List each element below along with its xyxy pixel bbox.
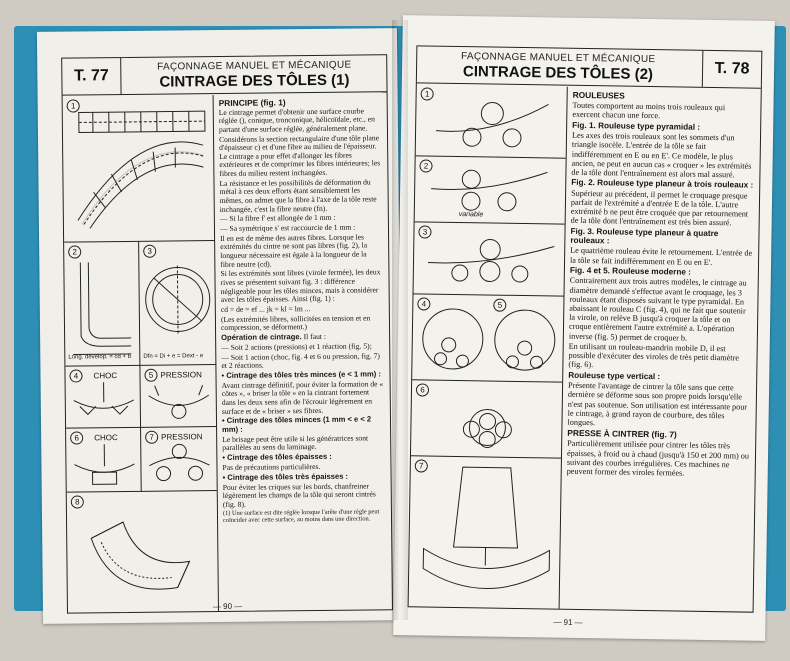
fig-4-number: 4 <box>417 297 430 310</box>
fig-4-number: 4 <box>69 369 82 382</box>
principle-heading: PRINCIPE (fig. 1) <box>218 97 286 109</box>
fig-3-caption: Dfn = Di + e = Dext - e <box>143 353 204 360</box>
fig-5-number: 5 <box>493 299 506 312</box>
thin2-body: Le brisage peut être utile si les génératrices sont parallèles au sens du laminage. <box>222 433 369 453</box>
left-page-number: — 90 — <box>212 601 243 612</box>
left-figure-column <box>63 95 219 613</box>
fig-3-diagram <box>139 241 215 366</box>
right-kicker: FAÇONNAGE MANUEL ET MÉCANIQUE <box>461 51 656 66</box>
principle-paragraph: Considérons la section rectangulaire d'une tôle plane d'épaisseur c) et d'une fibre au milieu de l'épaisseur. Le cintrage a pour effet d'allonger les fibres extérieures et de comprimer les fibres intérieures; les fibres du milieu restent inchangées. <box>218 132 381 178</box>
thick-body: Pas de précautions particulières. <box>222 461 321 472</box>
fig-7-number: 7 <box>145 431 158 444</box>
fig-6-diagram <box>66 428 142 493</box>
fig-1-panel <box>416 84 567 158</box>
fig-45-rollers <box>412 294 563 382</box>
fig-3-panel <box>139 241 215 366</box>
principle-paragraph: Le cintrage permet d'obtenir une surface courbe réglée (), conique, tronconique, hélicoïdale, etc., en partant d'une surface réglée, généralement plane. <box>218 106 375 134</box>
left-title: CINTRAGE DES TÔLES (1) <box>159 71 350 91</box>
fig-1-panel <box>63 95 215 243</box>
fig-2-number: 2 <box>419 159 432 172</box>
fig-3-number: 3 <box>143 245 156 258</box>
right-title: CINTRAGE DES TÔLES (2) <box>462 63 654 84</box>
fig-3-number: 3 <box>418 225 431 238</box>
right-page-number: — 91 — <box>553 617 583 628</box>
operation-heading: Opération de cintrage. <box>221 332 302 343</box>
left-page-frame <box>61 54 393 613</box>
fig2-body: Supérieur au précédent, il permet le croquage presque parfait de l'extrémité a d'entrée E de la tôle. L'autre extrémité b ne peut être croquée que par retournement de la tôle dont l'entraînement est très bien assuré. <box>570 188 749 228</box>
fig-1-rollers <box>416 84 567 158</box>
fig-6-number: 6 <box>70 431 83 444</box>
fig-2-caption: Long. dévelop. = cd + b <box>68 353 132 361</box>
fig-3-rollers <box>414 222 565 296</box>
fig-8-number: 8 <box>71 495 84 508</box>
fig-5-number: 5 <box>144 369 157 382</box>
fig6-body: En utilisant un rouleau-mandrin mobile D, il est possible d'exécuter des viroles de très petit diamètre (fig. 6). <box>568 341 740 370</box>
principle-paragraph: — Sa symétrique s' est raccourcie de 1 mm : <box>219 222 356 234</box>
fig2-heading: Fig. 2. Rouleuse type planeur à trois rouleaux : <box>571 178 754 191</box>
right-page <box>393 15 775 641</box>
fig-6-label: CHOC <box>94 433 118 443</box>
fig-6-rollers <box>411 380 562 458</box>
vertical-heading: Rouleuse type vertical : <box>568 370 661 381</box>
fig-6-number: 6 <box>416 383 429 396</box>
principle-paragraph: — Si la fibre f' est allongée de 1 mm : <box>219 213 336 224</box>
fig-2-panel <box>415 156 566 224</box>
left-kicker: FAÇONNAGE MANUEL ET MÉCANIQUE <box>157 59 352 73</box>
right-table-number: T. 78 <box>702 51 762 88</box>
operation-intro: Il faut : <box>303 332 327 342</box>
fig-2-number: 2 <box>68 245 81 258</box>
operation-paragraph: — Soit 1 action (choc, fig. 4 et 6 ou pression, fig. 7) et 2 réactions. <box>221 351 380 371</box>
fig45-heading: Fig. 4 et 5. Rouleuse moderne : <box>569 265 691 277</box>
fig-5-panel <box>140 365 216 428</box>
left-table-number: T. 77 <box>62 58 121 95</box>
fig-6-panel <box>66 428 142 493</box>
fig1-body: Les axes des trois rouleaux sont les sommets d'un triangle isocèle. L'entrée de la tôle se fait indifféremment en E ou en E'. Ce modèle, le plus ancien, ne peut en aucun cas « croquer » les extrémités de la tôle dont l'entraînement est alors mal assuré. <box>571 130 752 180</box>
fig-2-panel <box>64 242 140 367</box>
right-header <box>417 46 762 88</box>
thin1-body: Avant cintrage définitif, pour éviter la formation de « côtes », « briser la tôle » en la cintrant fortement dans les deux sens afin de l'écrouir légèrement en surface et de « briser » ses fibres. <box>221 379 384 416</box>
presse-body: Particulièrement utilisée pour cintrer les tôles très épaisses, à froid ou à chaud (jusqu'à 150 et 200 mm) ou suivant des courbes irrégulières. Ces machines ne peuvent former des viroles fermées. <box>566 439 750 478</box>
fig-2-diagram <box>64 242 140 367</box>
vertical-body: Présente l'avantage de cintrer la tôle sans que cette dernière se déforme sous son propre poids lorsqu'elle n'est pas soutenue. Son utilisation est intéressante pour le cintrage, à grand rayon de courbure, des tôles longues. <box>567 380 748 428</box>
right-figure-column <box>409 84 568 608</box>
operation-paragraph: — Soit 2 actions (pressions) et 1 réaction (fig. 5); <box>221 341 372 352</box>
fig-7-number: 7 <box>415 459 428 472</box>
very-thick-heading: • Cintrage des tôles très épaisses : <box>222 471 349 482</box>
principle-paragraph: La résistance et les possibilités de déformation du métal à ces deux efforts étant sensiblement les mêmes, on admet que la fibre à l'axe de la tôle reste inchangée, c'est la fibre neutre (fn). <box>219 177 377 214</box>
fig-2-rollers <box>415 156 566 224</box>
principle-paragraph: Il en est de même des autres fibres. Lorsque les extrémités du cintre ne sont pas libres (fig. 2), la longueur nécessaire est égale à la longueur de la fibre neutre (cd). <box>220 232 368 269</box>
fig-4-diagram <box>65 366 141 429</box>
left-header <box>62 55 386 95</box>
fig-7-diagram <box>141 427 217 492</box>
fig-1-number: 1 <box>421 87 434 100</box>
fig-4-panel <box>65 366 141 429</box>
principle-paragraph: (Les extrémités libres, sollicitées en tension et en compression, se déforment.) <box>220 313 371 333</box>
principle-paragraph: Si les extrémités sont libres (virole fermée), les deux rives se présentent suivant fig. 3 : différence négligeable pour les tôles minces, mais à considérer avec les tôles épaisses. Ainsi (fig. 1) : <box>220 267 381 305</box>
fig3-heading: Fig. 3. Rouleuse type planeur à quatre rouleaux : <box>570 226 719 246</box>
fig-45-panel <box>412 294 563 382</box>
fig-5-diagram <box>140 365 216 428</box>
book-gutter <box>392 20 408 620</box>
fig45-body: Contrairement aux trois autres modèles, le cintrage au diamètre demandé s'effectue avant le croquage, les 3 rouleaux étant disposés suivant le type pyramidal. En abaissant le rouleau C (fig. 4), qui ne fait que soutenir la virole, on relève B jusqu'à croquer la tôle et on croque entièrement l'autre extrémité a. L'opération inverse (fig. 5) permet de croquer b. <box>568 276 747 343</box>
fig-5-label: PRESSION <box>160 370 202 380</box>
fig-1-number: 1 <box>67 99 80 112</box>
rouleuses-heading: ROULEUSES <box>572 89 625 101</box>
fig-8-diagram <box>67 491 218 613</box>
fig3-body: Le quatrième rouleau évite le retournement. L'entrée de la tôle se fait indifféremment en E ou en E'. <box>569 246 753 267</box>
principle-paragraph: cd = de = ef ... jk = kl = lm ... <box>220 304 311 314</box>
rouleuses-intro: Toutes comportent au moins trois rouleaux qui exercent chacun une force. <box>572 100 726 121</box>
fig-7-press <box>409 456 561 608</box>
fig-6-panel <box>411 380 562 458</box>
fig1-heading: Fig. 1. Rouleuse type pyramidal : <box>572 120 701 132</box>
thin2-heading: • Cintrage des tôles minces (1 mm < e < 2 mm) : <box>221 414 372 434</box>
fig-7-panel <box>409 456 561 608</box>
fig-4-label: CHOC <box>93 371 118 381</box>
fig-8-panel <box>67 491 218 613</box>
left-text-column <box>219 95 386 607</box>
thick-heading: • Cintrage des tôles épaisses : <box>222 451 332 463</box>
presse-heading: PRESSE À CINTRER (fig. 7) <box>567 427 677 440</box>
footnote: (1) Une surface est dite réglée lorsque l'arête d'une règle peut coïncider avec cette surface, au moins dans une direction. <box>222 508 380 525</box>
left-page <box>37 28 403 624</box>
fig-7-panel <box>141 427 217 492</box>
very-thick-body: Pour éviter les criques sur les bords, chanfreiner légèrement les champs de la tôle qui seront cintrés (fig. 8). <box>222 480 376 509</box>
fig-3-panel <box>414 222 565 296</box>
right-page-frame <box>408 45 763 612</box>
thin1-heading: • Cintrage des tôles très minces (e < 1 mm) : <box>221 369 382 381</box>
fig-2-variable-label: variable <box>458 211 484 219</box>
fig-7-label: PRESSION <box>161 432 203 442</box>
fig-1-diagram <box>63 95 215 243</box>
right-text-column <box>565 89 755 608</box>
